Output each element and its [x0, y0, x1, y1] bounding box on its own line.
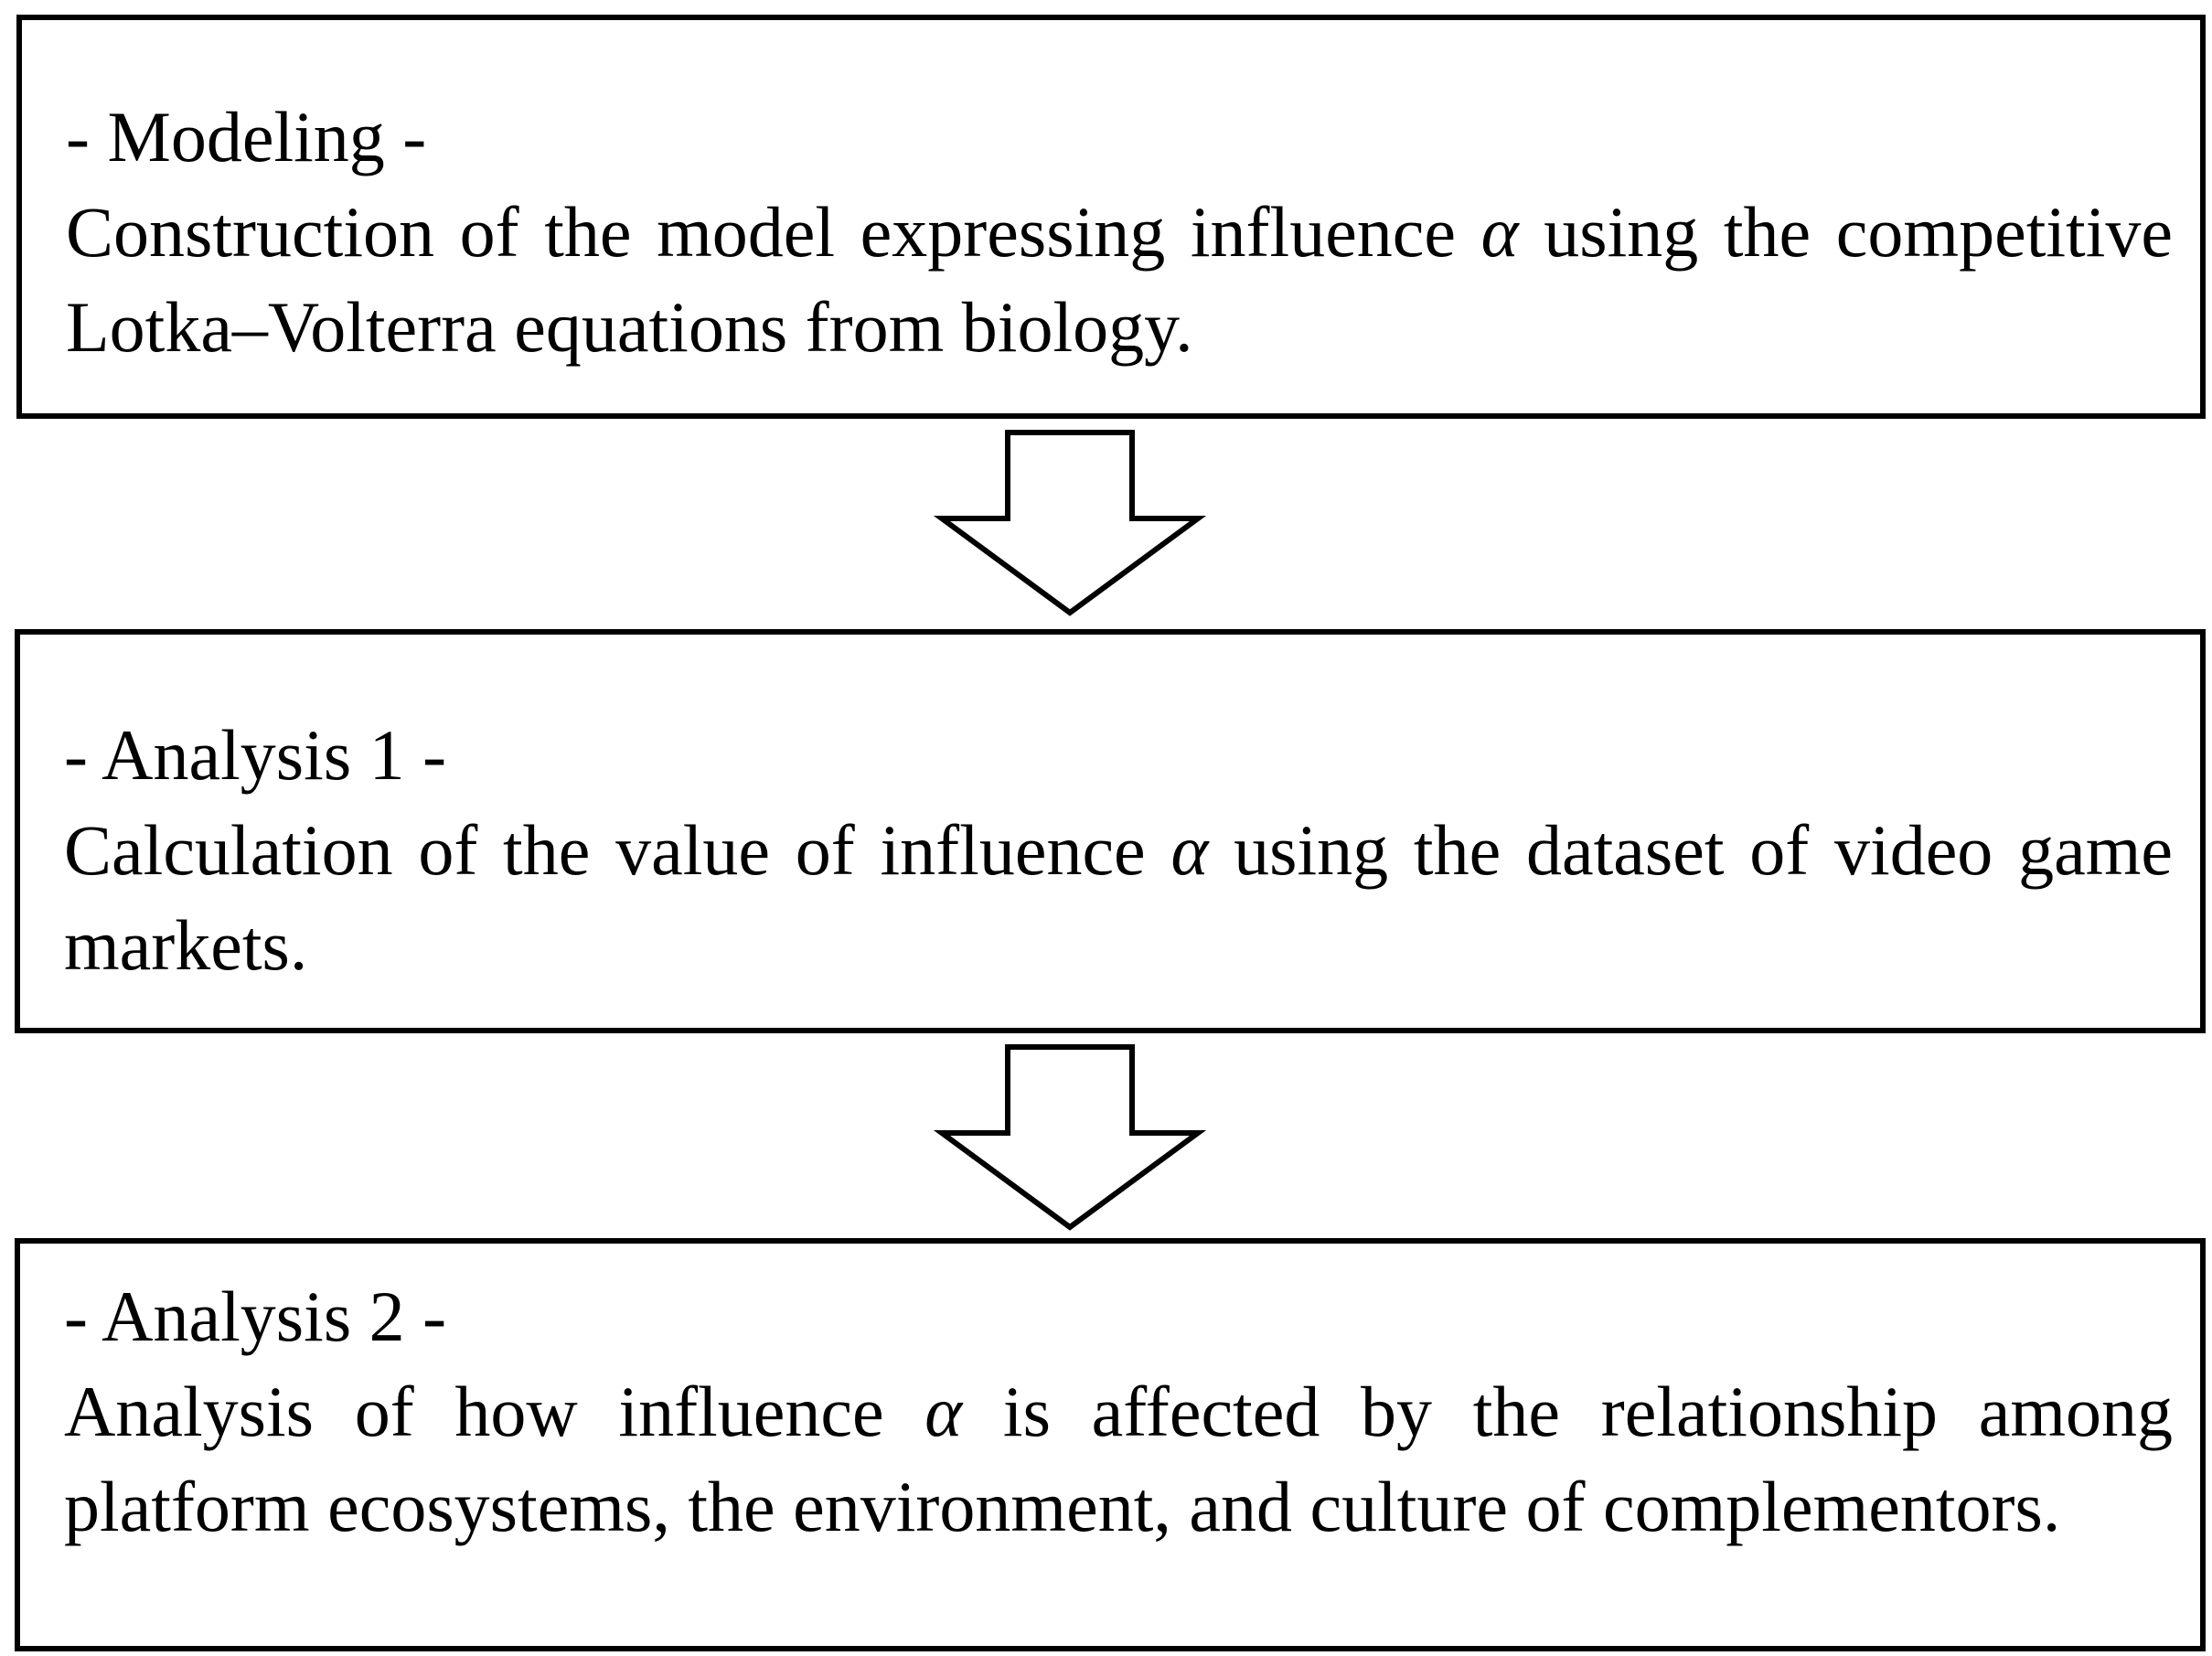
step-description [64, 1364, 2173, 1555]
alpha-symbol: α [1170, 810, 1209, 890]
step-box-analysis-1 [15, 629, 2206, 1033]
alpha-symbol: α [924, 1372, 963, 1451]
down-arrow-icon [933, 1044, 1207, 1232]
step-heading: - Modeling - [66, 97, 427, 176]
step-description [66, 185, 2173, 375]
description-part: Construction of the model expressing influence [66, 192, 1481, 272]
step-box-analysis-2 [15, 1238, 2206, 1651]
description-part: using the dataset of video game markets. [64, 810, 2173, 985]
down-arrow-icon [933, 430, 1207, 617]
alpha-symbol: α [1480, 192, 1519, 272]
step-heading: - Analysis 1 - [64, 715, 447, 795]
step-heading: - Analysis 2 - [64, 1277, 447, 1356]
description-part: using the competitive Lotka–Volterra equations from biology. [66, 192, 2173, 367]
step-description [64, 803, 2173, 993]
description-part: Analysis of how influence [64, 1372, 925, 1451]
description-part: is affected by the relationship among platform ecosystems, the environment, and culture of complementors. [64, 1372, 2173, 1546]
description-part: Calculation of the value of influence [64, 810, 1171, 890]
step-box-modeling [16, 15, 2206, 419]
